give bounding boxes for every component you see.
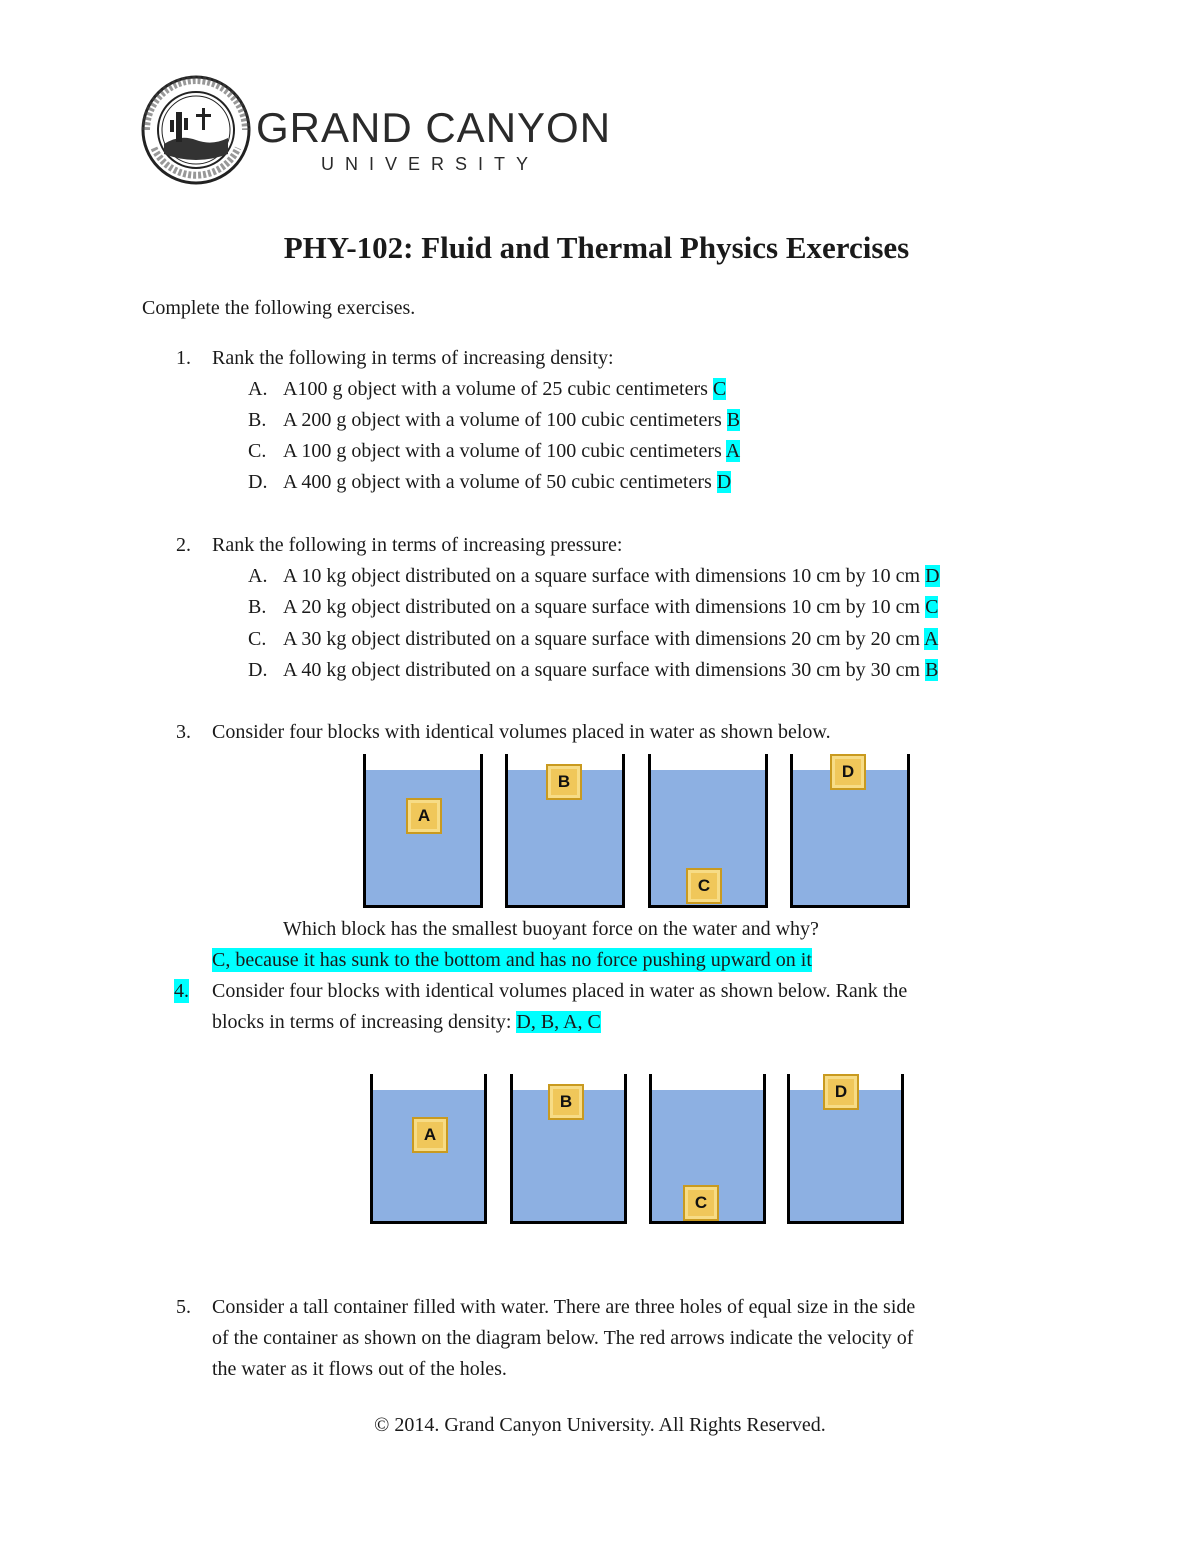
option-letter: A. (248, 378, 268, 400)
block-c: C (686, 868, 722, 904)
question-prompt: Rank the following in terms of increasing density: (212, 347, 614, 369)
question-prompt-continued: the water as it flows out of the holes. (212, 1358, 507, 1380)
question-number: 2. (176, 534, 191, 556)
beaker (790, 754, 910, 908)
beaker (649, 1074, 766, 1224)
list-item (283, 658, 938, 682)
block-d: D (823, 1074, 859, 1110)
question-number: 3. (176, 721, 191, 743)
option-letter: D. (248, 471, 268, 493)
block-a: A (412, 1117, 448, 1153)
answer-highlight: C (712, 378, 727, 400)
option-text: A 40 kg object distributed on a square surface with dimensions 30 cm by 30 cm (283, 659, 926, 681)
option-text: A 400 g object with a volume of 50 cubic centimeters (283, 471, 717, 493)
option-text: A 10 kg object distributed on a square surface with dimensions 10 cm by 10 cm (283, 565, 926, 587)
list-item (283, 627, 938, 651)
question-number: 5. (176, 1296, 191, 1318)
answer-highlight: D, B, A, C (516, 1011, 601, 1033)
option-text: A 200 g object with a volume of 100 cubic centimeters (283, 409, 727, 431)
question-number: 1. (176, 347, 191, 369)
block-d: D (830, 754, 866, 790)
beaker (648, 754, 768, 908)
option-letter: C. (248, 628, 267, 650)
block-a: A (406, 798, 442, 834)
option-text: A 20 kg object distributed on a square surface with dimensions 10 cm by 10 cm (283, 596, 926, 618)
question-prompt: Consider four blocks with identical volumes placed in water as shown below. Rank the (212, 980, 908, 1002)
beaker (370, 1074, 487, 1224)
answer-highlight: B (726, 409, 741, 431)
beaker (787, 1074, 904, 1224)
list-item (283, 595, 938, 619)
question-prompt-continued: of the container as shown on the diagram below. The red arrows indicate the velocity of (212, 1327, 914, 1349)
copyright-footer: © 2014. Grand Canyon University. All Rights Reserved. (374, 1414, 826, 1436)
answer-highlight: A (725, 440, 741, 462)
intro-text: Complete the following exercises. (142, 297, 416, 319)
answer-highlight: D (925, 565, 940, 587)
beaker (363, 754, 483, 908)
answer-highlight: C (925, 596, 939, 618)
logo-title: GRAND CANYON (256, 104, 612, 151)
option-text: A 30 kg object distributed on a square surface with dimensions 20 cm by 20 cm (283, 628, 924, 650)
block-c: C (683, 1185, 719, 1221)
water (366, 770, 480, 905)
question-prompt-continued: blocks in terms of increasing density: D, B, A, C (212, 1011, 601, 1033)
answer-highlight: B (925, 659, 939, 681)
option-text: A 100 g object with a volume of 100 cubic centimeters (283, 440, 726, 462)
option-letter: B. (248, 596, 267, 618)
option-letter: D. (248, 659, 268, 681)
block-b: B (546, 764, 582, 800)
page-title: PHY-102: Fluid and Thermal Physics Exercises (283, 230, 910, 265)
university-seal-icon (140, 74, 252, 186)
option-letter: B. (248, 409, 267, 431)
list-item (283, 470, 731, 494)
list-item (283, 439, 740, 463)
answer-highlight: D (716, 471, 732, 493)
question-sub-prompt: Which block has the smallest buoyant force on the water and why? (283, 918, 819, 940)
option-text: A100 g object with a volume of 25 cubic centimeters (283, 378, 713, 400)
option-letter: C. (248, 440, 267, 462)
list-item (283, 377, 726, 401)
logo-subtitle: UNIVERSITY (321, 154, 540, 174)
question-prompt: Consider a tall container filled with water. There are three holes of equal size in the side (212, 1296, 916, 1318)
question-number: 4. (174, 980, 189, 1002)
water (793, 770, 907, 905)
block-b: B (548, 1084, 584, 1120)
answer-highlight: C, because it has sunk to the bottom and has no force pushing upward on it (212, 949, 812, 971)
option-letter: A. (248, 565, 268, 587)
question-prompt: Consider four blocks with identical volumes placed in water as shown below. (212, 721, 831, 743)
list-item (283, 564, 940, 588)
beaker (505, 754, 625, 908)
water (373, 1090, 484, 1221)
question-prompt: Rank the following in terms of increasing pressure: (212, 534, 623, 556)
list-item (283, 408, 740, 432)
answer-highlight: A (924, 628, 939, 650)
beaker (510, 1074, 627, 1224)
